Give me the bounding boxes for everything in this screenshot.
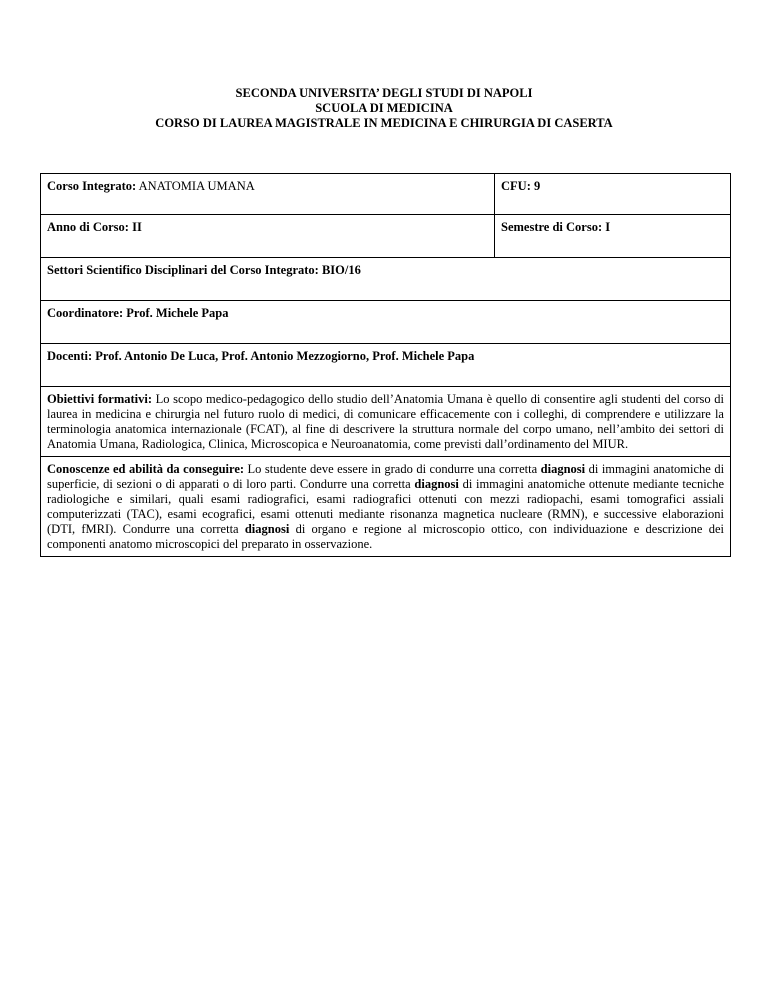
row-obiettivi <box>41 387 731 457</box>
row-docenti <box>41 344 731 387</box>
anno-label: Anno di Corso: <box>47 220 129 234</box>
conoscenze-text-2: di immagini anatomiche di superficie, di sezioni o di apparati o di loro parti. Condurre una corretta <box>47 462 725 491</box>
cell-obiettivi <box>41 387 731 457</box>
document-header <box>0 86 768 131</box>
cell-conoscenze <box>41 457 731 557</box>
settori-value: BIO/16 <box>321 263 361 277</box>
cell-cfu <box>495 174 731 215</box>
row-settori <box>41 258 731 301</box>
obiettivi-label: Obiettivi formativi: <box>47 392 153 406</box>
corso-integrato-label: Corso Integrato: <box>47 179 137 193</box>
cfu-label: CFU: <box>501 179 531 193</box>
conoscenze-bold-diagnosi-1: diagnosi <box>540 462 586 476</box>
coordinatore-label: Coordinatore: <box>47 306 124 320</box>
row-anno <box>41 215 731 258</box>
cell-settori <box>41 258 731 301</box>
conoscenze-bold-diagnosi-3: diagnosi <box>244 522 290 536</box>
docenti-label: Docenti: <box>47 349 93 363</box>
row-coordinatore <box>41 301 731 344</box>
conoscenze-text-3: di immagini anatomiche ottenute mediante tecniche radiologiche e similari, quali esami radiografici, esami radiografici ottenuti con mezzi radiopachi, esami tomografici assiali computerizzati (TAC), esami ecografici, esami ottenuti mediante risonanza magnetica nucleare (RMN), e successive elaborazioni (DTI, fMRI). Condurre una corretta <box>47 477 725 536</box>
cell-docenti <box>41 344 731 387</box>
cfu-value: 9 <box>533 179 541 193</box>
school-name: SCUOLA DI MEDICINA <box>315 101 453 115</box>
cell-corso-integrato <box>41 174 495 215</box>
conoscenze-label: Conoscenze ed abilità da conseguire: <box>47 462 245 476</box>
obiettivi-text: Lo scopo medico-pedagogico dello studio dell’Anatomia Umana è quello di consentire agli studenti del corso di laurea in medicina e chirurgia nel futuro ruolo di medici, di comunicare efficacemente con i colleghi, di comprendere e utilizzare la terminologia anatomica internazionale (FCAT), al fine di descrivere la struttura normale del corpo umano, nell’ambito dei settori di Anatomia Umana, Radiologica, Clinica, Microscopica e Neuroanatomia, come previsti dall’ordinamento del MIUR. <box>47 392 724 451</box>
anno-value: II <box>132 220 142 234</box>
conoscenze-text-1: Lo studente deve essere in grado di condurre una corretta <box>247 462 538 476</box>
row-conoscenze <box>41 457 731 557</box>
semestre-label: Semestre di Corso: <box>501 220 603 234</box>
course-info-table <box>40 173 731 557</box>
degree-course-name: CORSO DI LAUREA MAGISTRALE IN MEDICINA E CHIRURGIA DI CASERTA <box>155 116 613 130</box>
cell-coordinatore <box>41 301 731 344</box>
settori-label: Settori Scientifico Disciplinari del Corso Integrato: <box>47 263 319 277</box>
cell-anno <box>41 215 495 258</box>
coordinatore-value: Prof. Michele Papa <box>126 306 229 320</box>
conoscenze-bold-diagnosi-2: diagnosi <box>414 477 459 491</box>
row-corso-integrato <box>41 174 731 215</box>
university-name: SECONDA UNIVERSITA’ DEGLI STUDI DI NAPOLI <box>235 86 533 100</box>
conoscenze-text-4: di organo e regione al microscopio ottico, con individuazione e descrizione dei componenti anatomo microscopici del preparato in osservazione. <box>47 522 724 551</box>
docenti-value: Prof. Antonio De Luca, Prof. Antonio Mezzogiorno, Prof. Michele Papa <box>95 349 475 363</box>
semestre-value: I <box>605 220 611 234</box>
cell-semestre <box>495 215 731 258</box>
corso-integrato-value: ANATOMIA UMANA <box>138 179 255 193</box>
